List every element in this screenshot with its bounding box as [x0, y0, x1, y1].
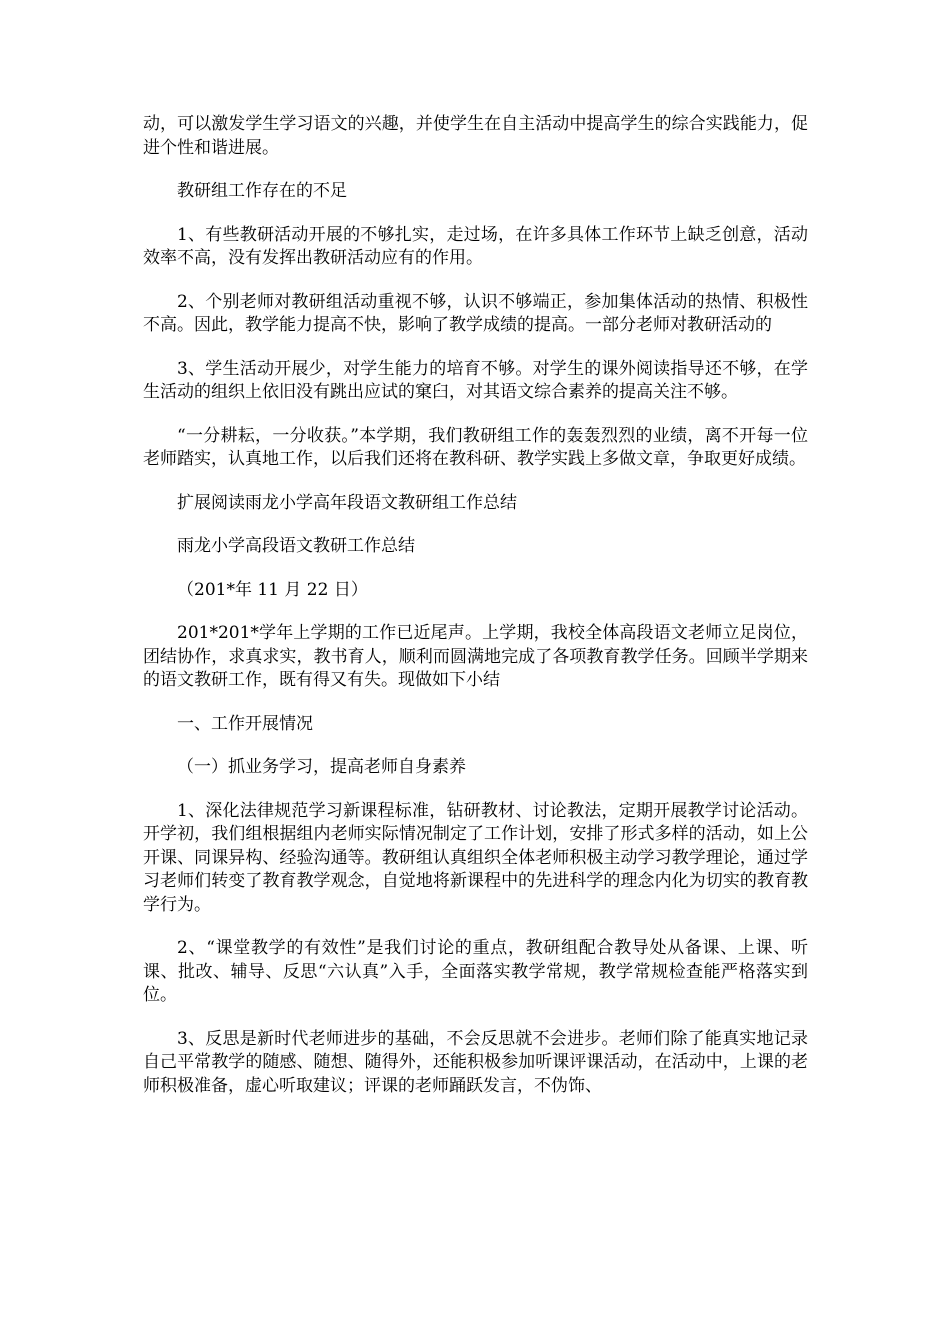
document-body	[143, 113, 808, 1118]
section-heading-shortcomings: 教研组工作存在的不足	[177, 181, 347, 201]
paragraph: 1、深化法律规范学习新课程标准，钻研教材、讨论教法，定期开展教学讨论活动。开学初，我们组根据组内老师实际情况制定了工作计划，安排了形式多样的活动，如上公开课、同课异构、经验沟通等。教研组认真组织全体老师积极主动学习教学理论，通过学习老师们转变了教育教学观念，自觉地将新课程中的先进科学的理念内化为切实的教育教学行为。	[143, 800, 808, 915]
paragraph: 201*201*学年上学期的工作已近尾声。上学期，我校全体高段语文老师立足岗位，团结协作，求真求实，教书育人，顺利而圆满地完成了各项教育教学任务。回顾半学期来的语文教研工作，既有得又有失。现做如下小结	[143, 623, 808, 690]
paragraph: 2、个别老师对教研组活动重视不够，认识不够端正，参加集体活动的热情、积极性不高。因此，教学能力提高不快，影响了教学成绩的提高。一部分老师对教研活动的	[143, 291, 808, 335]
paragraph: 2、“课堂教学的有效性”是我们讨论的重点，教研组配合教导处从备课、上课、听课、批改、辅导、反思“六认真”入手，全面落实教学常规，教学常规检查能严格落实到位。	[143, 938, 808, 1005]
document-title: 雨龙小学高段语文教研工作总结	[177, 536, 415, 556]
paragraph: 1、有些教研活动开展的不够扎实，走过场，在许多具体工作环节上缺乏创意，活动效率不高，没有发挥出教研活动应有的作用。	[143, 224, 808, 268]
section-heading: 一、工作开展情况	[177, 713, 313, 734]
paragraph: 3、学生活动开展少，对学生能力的培育不够。对学生的课外阅读指导还不够，在学生活动的组织上依旧没有跳出应试的窠臼，对其语文综合素养的提高关注不够。	[143, 358, 808, 402]
paragraph: 3、反思是新时代老师进步的基础，不会反思就不会进步。老师们除了能真实地记录自己平常教学的随感、随想、随得外，还能积极参加听课评课活动，在活动中，上课的老师积极准备，虚心听取建议；评课的老师踊跃发言，不伪饰、	[143, 1028, 808, 1096]
extended-reading-heading: 扩展阅读雨龙小学高年段语文教研组工作总结	[177, 492, 517, 513]
subsection-heading: （一）抓业务学习，提高老师自身素养	[177, 757, 466, 777]
paragraph: “一分耕耘，一分收获。”本学期，我们教研组工作的轰轰烈烈的业绩，离不开每一位老师踏实，认真地工作，以后我们还将在教科研、教学实践上多做文章，争取更好成绩。	[143, 425, 808, 469]
paragraph-continuation: 动，可以激发学生学习语文的兴趣，并使学生在自主活动中提高学生的综合实践能力，促进个性和谐进展。	[143, 114, 808, 158]
document-date: （201*年 11 月 22 日）	[177, 579, 368, 600]
